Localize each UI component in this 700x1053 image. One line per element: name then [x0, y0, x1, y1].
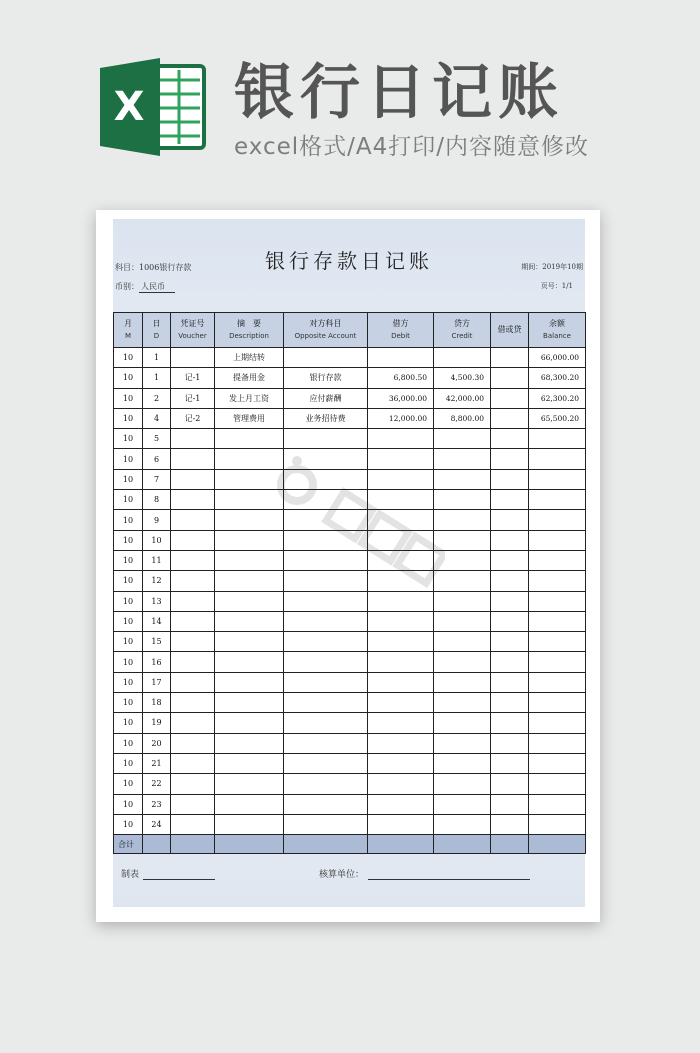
table-row [114, 672, 586, 692]
table-cell[interactable] [529, 632, 586, 652]
table-body [114, 348, 586, 835]
table-row [114, 408, 586, 428]
table-cell[interactable] [368, 429, 434, 449]
table-cell[interactable] [491, 490, 529, 510]
column-header-en: Debit [391, 332, 410, 340]
period-text: 期间：2019年10期 [521, 263, 583, 271]
table-cell[interactable] [284, 774, 368, 794]
table-cell[interactable]: 10 [114, 550, 143, 570]
table-cell[interactable] [491, 408, 529, 428]
table-cell[interactable] [215, 774, 284, 794]
table-cell[interactable] [368, 550, 434, 570]
logo-letter: X [113, 84, 145, 130]
table-cell[interactable] [284, 652, 368, 672]
table-cell[interactable] [491, 348, 529, 368]
column-header-cn: 摘 要 [237, 319, 261, 328]
total-cell [529, 835, 586, 854]
table-cell[interactable]: 10 [143, 530, 171, 550]
table-cell[interactable]: 22 [143, 774, 171, 794]
table-cell[interactable]: 36,000.00 [368, 388, 434, 408]
table-cell[interactable] [171, 753, 215, 773]
table-cell[interactable] [284, 672, 368, 692]
table-cell[interactable]: 8 [143, 490, 171, 510]
table-cell[interactable] [284, 693, 368, 713]
table-cell[interactable] [284, 814, 368, 834]
table-cell[interactable] [434, 814, 491, 834]
table-cell[interactable] [491, 794, 529, 814]
column-header-en: Opposite Account [294, 332, 357, 340]
table-cell[interactable] [529, 753, 586, 773]
table-cell[interactable] [171, 530, 215, 550]
column-header [434, 313, 491, 348]
table-cell[interactable]: 42,000.00 [434, 388, 491, 408]
table-cell[interactable] [171, 550, 215, 570]
document-title: 银行存款日记账 [265, 249, 433, 273]
table-cell[interactable] [491, 469, 529, 489]
column-header-cn: 凭证号 [180, 319, 205, 328]
table-cell[interactable] [215, 794, 284, 814]
table-cell[interactable] [171, 510, 215, 530]
table-cell[interactable] [434, 632, 491, 652]
total-label: 合计 [114, 835, 143, 854]
table-cell[interactable] [529, 429, 586, 449]
table-cell[interactable] [529, 713, 586, 733]
table-cell[interactable]: 6 [143, 449, 171, 469]
currency-value: 人民币 [139, 282, 175, 293]
column-header [143, 313, 171, 348]
table-cell[interactable] [368, 652, 434, 672]
table-cell[interactable] [529, 449, 586, 469]
table-cell[interactable] [171, 632, 215, 652]
total-cell [284, 835, 368, 854]
column-header-cn: 借方 [392, 319, 409, 328]
maker-signature-line [143, 879, 215, 880]
table-cell[interactable] [171, 429, 215, 449]
table-cell[interactable] [368, 530, 434, 550]
table-cell[interactable] [171, 591, 215, 611]
table-cell[interactable] [284, 571, 368, 591]
table-cell[interactable] [215, 632, 284, 652]
account-label: 科目： [115, 263, 139, 272]
table-cell[interactable]: 10 [114, 429, 143, 449]
column-header-en: M [124, 332, 132, 340]
table-cell[interactable]: 10 [114, 591, 143, 611]
document-page [96, 210, 600, 922]
table-cell[interactable] [434, 753, 491, 773]
column-header [491, 313, 529, 348]
table-row [114, 632, 586, 652]
table-cell[interactable] [284, 591, 368, 611]
table-row [114, 510, 586, 530]
table-cell[interactable] [368, 794, 434, 814]
total-cell [215, 835, 284, 854]
table-cell[interactable] [434, 490, 491, 510]
table-cell[interactable] [215, 693, 284, 713]
table-cell[interactable] [529, 490, 586, 510]
table-cell[interactable] [171, 652, 215, 672]
unit-label: 核算单位： [319, 870, 365, 880]
table-cell[interactable] [491, 550, 529, 570]
table-row [114, 753, 586, 773]
table-cell[interactable]: 银行存款 [284, 368, 368, 388]
table-cell[interactable] [529, 611, 586, 631]
table-cell[interactable]: 66,000.00 [529, 348, 586, 368]
table-cell[interactable]: 发上月工资 [215, 388, 284, 408]
table-cell[interactable] [434, 693, 491, 713]
table-cell[interactable] [215, 713, 284, 733]
table-cell[interactable]: 21 [143, 753, 171, 773]
table-cell[interactable] [284, 469, 368, 489]
table-cell[interactable] [284, 490, 368, 510]
table-cell[interactable]: 业务招待费 [284, 408, 368, 428]
table-cell[interactable]: 上期结转 [215, 348, 284, 368]
table-cell[interactable]: 应付薪酬 [284, 388, 368, 408]
table-cell[interactable]: 11 [143, 550, 171, 570]
table-cell[interactable] [434, 672, 491, 692]
table-cell[interactable] [171, 449, 215, 469]
banner-title: 银行日记账 [234, 58, 564, 128]
table-cell[interactable] [368, 713, 434, 733]
table-cell[interactable]: 10 [114, 368, 143, 388]
table-cell[interactable] [284, 733, 368, 753]
table-cell[interactable] [215, 550, 284, 570]
table-cell[interactable] [491, 429, 529, 449]
table-cell[interactable]: 9 [143, 510, 171, 530]
table-row [114, 794, 586, 814]
table-cell[interactable] [171, 571, 215, 591]
table-cell[interactable]: 68,300.20 [529, 368, 586, 388]
table-cell[interactable] [491, 753, 529, 773]
column-header-cn: 余额 [549, 319, 565, 328]
total-cell [368, 835, 434, 854]
table-cell[interactable] [368, 672, 434, 692]
table-cell[interactable] [284, 530, 368, 550]
table-cell[interactable] [284, 510, 368, 530]
column-header [529, 313, 586, 348]
table-cell[interactable] [284, 449, 368, 469]
table-cell[interactable] [215, 672, 284, 692]
table-cell[interactable] [171, 348, 215, 368]
total-cell [143, 835, 171, 854]
table-cell[interactable] [284, 429, 368, 449]
page-number: 页号：1/1 [540, 282, 573, 290]
table-cell[interactable]: 65,500.20 [529, 408, 586, 428]
currency-line [115, 281, 175, 292]
table-cell[interactable] [491, 388, 529, 408]
table-row [114, 368, 586, 388]
table-cell[interactable] [368, 814, 434, 834]
table-cell[interactable] [368, 632, 434, 652]
table-cell[interactable] [215, 429, 284, 449]
table-row [114, 490, 586, 510]
column-header-en: Credit [451, 332, 473, 340]
table-row [114, 550, 586, 570]
table-row [114, 693, 586, 713]
column-header [284, 313, 368, 348]
table-cell[interactable] [491, 611, 529, 631]
table-cell[interactable] [491, 510, 529, 530]
table-cell[interactable] [491, 632, 529, 652]
column-header-cn: 月 [124, 319, 132, 328]
table-cell[interactable] [171, 733, 215, 753]
table-cell[interactable]: 24 [143, 814, 171, 834]
table-cell[interactable] [284, 632, 368, 652]
table-row [114, 774, 586, 794]
table-row [114, 571, 586, 591]
total-row [114, 835, 586, 854]
column-header-en: Description [229, 332, 269, 340]
table-cell[interactable] [215, 652, 284, 672]
table-cell[interactable]: 10 [114, 814, 143, 834]
table-cell[interactable] [215, 611, 284, 631]
table-cell[interactable] [215, 449, 284, 469]
table-cell[interactable]: 记-1 [171, 368, 215, 388]
column-header [171, 313, 215, 348]
table-cell[interactable] [491, 672, 529, 692]
table-cell[interactable] [215, 591, 284, 611]
table-cell[interactable] [171, 814, 215, 834]
ledger-table [113, 312, 586, 854]
table-cell[interactable] [215, 490, 284, 510]
table-cell[interactable]: 10 [114, 490, 143, 510]
table-cell[interactable] [171, 611, 215, 631]
total-cell [434, 835, 491, 854]
table-cell[interactable] [434, 774, 491, 794]
table-cell[interactable] [368, 510, 434, 530]
table-cell[interactable] [215, 530, 284, 550]
column-header-en: D [153, 332, 160, 340]
table-cell[interactable] [368, 774, 434, 794]
currency-label: 币别： [115, 282, 139, 291]
table-cell[interactable] [368, 469, 434, 489]
table-cell[interactable]: 14 [143, 611, 171, 631]
table-cell[interactable]: 15 [143, 632, 171, 652]
table-cell[interactable] [171, 490, 215, 510]
total-cell [171, 835, 215, 854]
table-cell[interactable] [434, 713, 491, 733]
table-cell[interactable] [434, 510, 491, 530]
table-cell[interactable]: 管理费用 [215, 408, 284, 428]
table-cell[interactable]: 2 [143, 388, 171, 408]
table-cell[interactable] [434, 571, 491, 591]
unit-signature-line [368, 879, 530, 880]
table-cell[interactable] [434, 550, 491, 570]
table-cell[interactable] [284, 713, 368, 733]
table-cell[interactable] [368, 693, 434, 713]
table-row [114, 469, 586, 489]
table-cell[interactable] [529, 733, 586, 753]
ledger-sheet [113, 219, 585, 907]
table-cell[interactable]: 4,500.30 [434, 368, 491, 388]
table-cell[interactable]: 23 [143, 794, 171, 814]
table-cell[interactable]: 1 [143, 368, 171, 388]
table-cell[interactable] [368, 449, 434, 469]
table-cell[interactable] [171, 794, 215, 814]
table-row [114, 713, 586, 733]
table-cell[interactable] [171, 693, 215, 713]
table-cell[interactable] [529, 571, 586, 591]
table-cell[interactable] [529, 530, 586, 550]
table-cell[interactable] [529, 774, 586, 794]
table-cell[interactable]: 10 [114, 348, 143, 368]
column-header [114, 313, 143, 348]
table-cell[interactable]: 13 [143, 591, 171, 611]
table-cell[interactable] [434, 733, 491, 753]
table-cell[interactable] [491, 774, 529, 794]
table-row [114, 611, 586, 631]
table-cell[interactable] [491, 571, 529, 591]
table-cell[interactable] [368, 348, 434, 368]
table-cell[interactable]: 7 [143, 469, 171, 489]
table-cell[interactable] [368, 611, 434, 631]
table-cell[interactable] [171, 774, 215, 794]
table-cell[interactable] [171, 713, 215, 733]
account-line [115, 262, 191, 273]
table-cell[interactable] [434, 348, 491, 368]
table-cell[interactable] [491, 530, 529, 550]
table-cell[interactable] [284, 753, 368, 773]
table-row [114, 429, 586, 449]
excel-logo-icon [100, 58, 206, 156]
table-cell[interactable]: 19 [143, 713, 171, 733]
table-cell[interactable]: 10 [114, 530, 143, 550]
table-cell[interactable] [368, 753, 434, 773]
table-cell[interactable]: 10 [114, 632, 143, 652]
table-cell[interactable] [434, 449, 491, 469]
table-cell[interactable] [529, 652, 586, 672]
table-cell[interactable] [434, 530, 491, 550]
table-row [114, 733, 586, 753]
table-cell[interactable]: 10 [114, 449, 143, 469]
banner-subtitle: excel格式/A4打印/内容随意修改 [234, 134, 590, 160]
table-cell[interactable] [215, 510, 284, 530]
table-cell[interactable]: 10 [114, 469, 143, 489]
maker-label: 制表 [121, 870, 140, 880]
table-cell[interactable]: 6,800.50 [368, 368, 434, 388]
table-cell[interactable]: 10 [114, 713, 143, 733]
table-row [114, 388, 586, 408]
table-cell[interactable] [434, 611, 491, 631]
table-cell[interactable] [368, 591, 434, 611]
table-cell[interactable] [215, 753, 284, 773]
column-header-cn: 对方科目 [309, 319, 342, 328]
table-cell[interactable]: 10 [114, 571, 143, 591]
table-cell[interactable]: 10 [114, 408, 143, 428]
table-cell[interactable] [491, 733, 529, 753]
table-cell[interactable] [434, 591, 491, 611]
table-cell[interactable] [215, 733, 284, 753]
column-header-en: Balance [543, 332, 571, 340]
table-cell[interactable] [529, 591, 586, 611]
table-cell[interactable] [171, 672, 215, 692]
table-cell[interactable]: 10 [114, 652, 143, 672]
table-cell[interactable] [368, 733, 434, 753]
table-row [114, 814, 586, 834]
table-cell[interactable]: 10 [114, 693, 143, 713]
table-cell[interactable]: 提备用金 [215, 368, 284, 388]
table-cell[interactable]: 1 [143, 348, 171, 368]
table-header-row [114, 313, 586, 348]
table-cell[interactable] [284, 550, 368, 570]
column-header-en: Voucher [178, 332, 207, 340]
table-cell[interactable]: 10 [114, 672, 143, 692]
table-cell[interactable] [434, 429, 491, 449]
column-header-cn: 借或贷 [497, 325, 522, 334]
table-cell[interactable] [529, 693, 586, 713]
table-cell[interactable] [491, 368, 529, 388]
column-header [215, 313, 284, 348]
table-cell[interactable] [529, 550, 586, 570]
table-cell[interactable] [215, 814, 284, 834]
table-cell[interactable]: 18 [143, 693, 171, 713]
column-header-cn: 日 [152, 319, 161, 328]
table-cell[interactable] [215, 469, 284, 489]
table-cell[interactable] [284, 794, 368, 814]
table-cell[interactable]: 10 [114, 510, 143, 530]
table-cell[interactable]: 12,000.00 [368, 408, 434, 428]
table-cell[interactable] [171, 469, 215, 489]
table-cell[interactable] [529, 510, 586, 530]
account-value: 1006银行存款 [139, 263, 192, 272]
table-cell[interactable]: 62,300.20 [529, 388, 586, 408]
total-cell [491, 835, 529, 854]
table-row [114, 449, 586, 469]
table-cell[interactable] [215, 571, 284, 591]
table-row [114, 348, 586, 368]
table-cell[interactable] [491, 591, 529, 611]
table-cell[interactable]: 20 [143, 733, 171, 753]
table-cell[interactable]: 10 [114, 733, 143, 753]
table-cell[interactable] [529, 814, 586, 834]
table-cell[interactable]: 10 [114, 774, 143, 794]
table-cell[interactable] [529, 469, 586, 489]
table-cell[interactable] [491, 814, 529, 834]
table-cell[interactable] [491, 652, 529, 672]
table-cell[interactable]: 记-1 [171, 388, 215, 408]
table-cell[interactable] [491, 693, 529, 713]
table-cell[interactable]: 17 [143, 672, 171, 692]
table-cell[interactable]: 12 [143, 571, 171, 591]
table-cell[interactable] [529, 794, 586, 814]
table-cell[interactable] [529, 672, 586, 692]
table-cell[interactable]: 4 [143, 408, 171, 428]
table-row [114, 591, 586, 611]
table-cell[interactable] [368, 490, 434, 510]
table-cell[interactable] [284, 348, 368, 368]
table-cell[interactable] [368, 571, 434, 591]
table-cell[interactable]: 10 [114, 611, 143, 631]
table-cell[interactable] [491, 713, 529, 733]
table-cell[interactable]: 10 [114, 794, 143, 814]
table-cell[interactable]: 5 [143, 429, 171, 449]
table-cell[interactable] [434, 469, 491, 489]
column-header-cn: 贷方 [454, 319, 470, 328]
table-row [114, 530, 586, 550]
table-cell[interactable] [491, 449, 529, 469]
table-cell[interactable] [434, 794, 491, 814]
table-cell[interactable]: 16 [143, 652, 171, 672]
table-cell[interactable]: 记-2 [171, 408, 215, 428]
table-cell[interactable]: 10 [114, 753, 143, 773]
table-cell[interactable]: 10 [114, 388, 143, 408]
table-cell[interactable] [284, 611, 368, 631]
table-cell[interactable]: 8,800.00 [434, 408, 491, 428]
table-row [114, 652, 586, 672]
table-cell[interactable] [434, 652, 491, 672]
column-header [368, 313, 434, 348]
